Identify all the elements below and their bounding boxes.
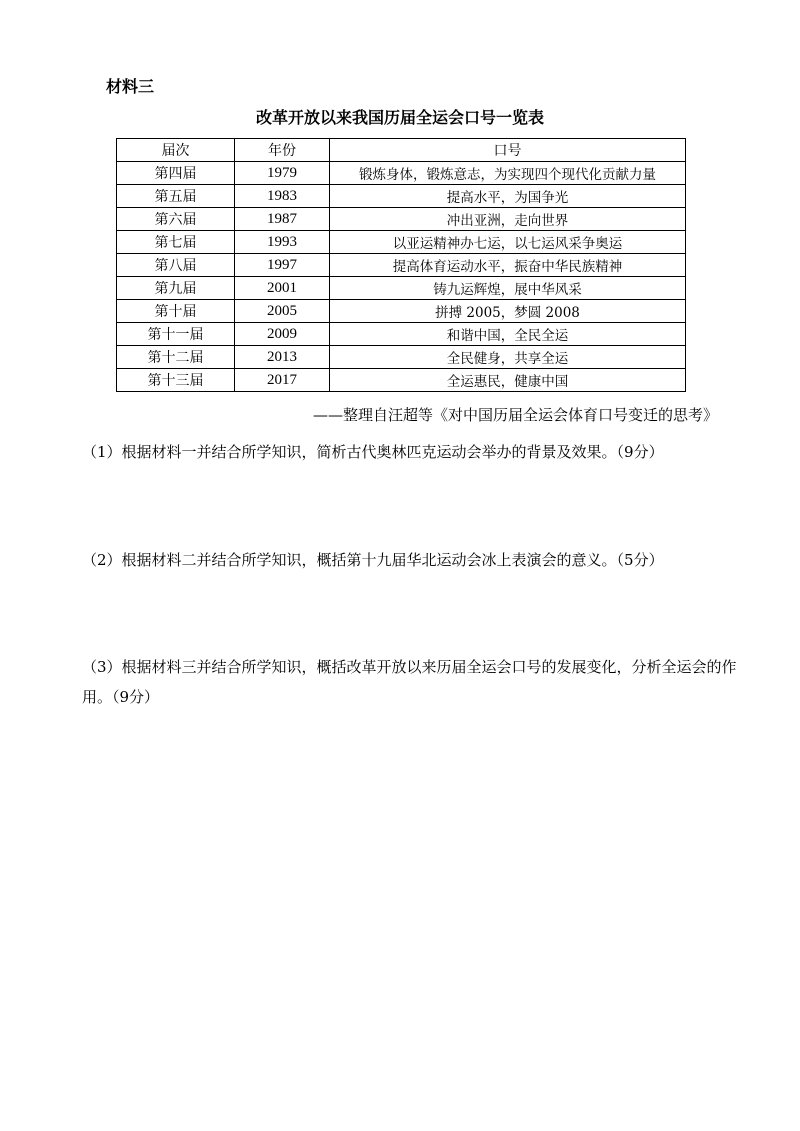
table-row <box>117 231 686 254</box>
table-row <box>117 185 686 208</box>
slogan-cell: 锻炼身体，锻炼意志，为实现四个现代化贡献力量 <box>330 162 686 185</box>
question-3: （3）根据材料三并结合所学知识，概括改革开放以来历届全运会口号的发展变化，分析全运会的作用。（9分） <box>82 658 737 706</box>
table-header-row <box>117 139 686 162</box>
session-cell: 第六届 <box>117 208 235 231</box>
session-cell: 第四届 <box>117 162 235 185</box>
header-year: 年份 <box>235 139 330 162</box>
session-cell: 第九届 <box>117 277 235 300</box>
year-cell: 2009 <box>235 323 330 346</box>
year-cell: 2017 <box>235 369 330 392</box>
header-slogan: 口号 <box>330 139 686 162</box>
year-cell: 1983 <box>235 185 330 208</box>
slogan-cell: 铸九运辉煌，展中华风采 <box>330 277 686 300</box>
table-row <box>117 208 686 231</box>
table-row <box>117 369 686 392</box>
year-cell: 2013 <box>235 346 330 369</box>
session-cell: 第十届 <box>117 300 235 323</box>
table-title: 改革开放以来我国历届全运会口号一览表 <box>255 108 544 127</box>
question-2: （2）根据材料二并结合所学知识，概括第十九届华北运动会冰上表演会的意义。（5分） <box>82 551 664 569</box>
session-cell: 第五届 <box>117 185 235 208</box>
table-row <box>117 346 686 369</box>
session-cell: 第十二届 <box>117 346 235 369</box>
slogan-cell: 以亚运精神办七运，以七运风采争奥运 <box>330 231 686 254</box>
material-label: 材料三 <box>106 77 155 96</box>
session-cell: 第十一届 <box>117 323 235 346</box>
slogan-cell: 提高体育运动水平，振奋中华民族精神 <box>330 254 686 277</box>
slogan-cell: 冲出亚洲，走向世界 <box>330 208 686 231</box>
table-row <box>117 300 686 323</box>
slogan-cell: 全民健身，共享全运 <box>330 346 686 369</box>
table-row <box>117 323 686 346</box>
year-cell: 1997 <box>235 254 330 277</box>
question-1: （1）根据材料一并结合所学知识，简析古代奥林匹克运动会举办的背景及效果。（9分） <box>82 443 664 461</box>
year-cell: 2005 <box>235 300 330 323</box>
table-row <box>117 277 686 300</box>
year-cell: 1979 <box>235 162 330 185</box>
slogan-cell: 拼搏 2005，梦圆 2008 <box>330 300 686 323</box>
year-cell: 2001 <box>235 277 330 300</box>
source-citation: ——整理自汪超等《对中国历届全运会体育口号变迁的思考》 <box>312 406 718 424</box>
session-cell: 第八届 <box>117 254 235 277</box>
table-row <box>117 254 686 277</box>
table-row <box>117 162 686 185</box>
year-cell: 1993 <box>235 231 330 254</box>
slogan-cell: 提高水平，为国争光 <box>330 185 686 208</box>
slogan-cell: 全运惠民，健康中国 <box>330 369 686 392</box>
session-cell: 第十三届 <box>117 369 235 392</box>
slogan-table <box>116 138 686 392</box>
session-cell: 第七届 <box>117 231 235 254</box>
slogan-cell: 和谐中国，全民全运 <box>330 323 686 346</box>
year-cell: 1987 <box>235 208 330 231</box>
header-session: 届次 <box>117 139 235 162</box>
